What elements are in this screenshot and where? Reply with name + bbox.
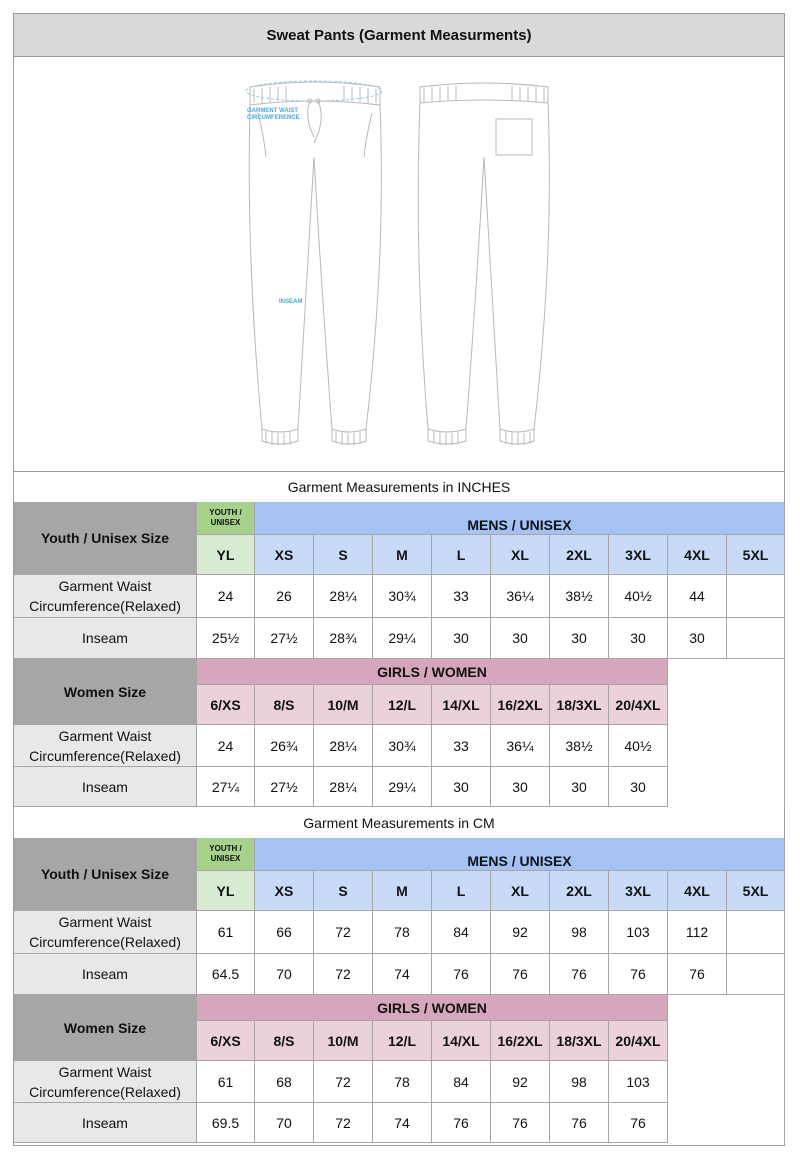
size-3xl: 3XL xyxy=(609,871,668,911)
measurement-cell: 27½ xyxy=(255,618,314,659)
size-4xl: 4XL xyxy=(668,535,727,575)
size-3xl: 3XL xyxy=(609,535,668,575)
women-measurement-cell: 28¼ xyxy=(314,725,373,767)
women-measurement-cell: 76 xyxy=(550,1103,609,1143)
waist-row-label: Garment Waist Circumference(Relaxed) xyxy=(14,575,197,618)
women-measurement-cell: 76 xyxy=(491,1103,550,1143)
women-size-16-2xl: 16/2XL xyxy=(491,685,550,725)
women-size-8-s: 8/S xyxy=(255,1021,314,1061)
women-measurement-cell: 30¾ xyxy=(373,725,432,767)
measurement-cell xyxy=(727,911,785,954)
size-m: M xyxy=(373,871,432,911)
measurement-cell: 44 xyxy=(668,575,727,618)
women-measurement-cell: 36¼ xyxy=(491,725,550,767)
women-measurement-cell: 103 xyxy=(609,1061,668,1103)
size-l: L xyxy=(432,871,491,911)
women-measurement-cell: 61 xyxy=(197,1061,255,1103)
measurement-cell: 74 xyxy=(373,954,432,995)
size-4xl: 4XL xyxy=(668,871,727,911)
measurement-cell: 61 xyxy=(197,911,255,954)
women-size-16-2xl: 16/2XL xyxy=(491,1021,550,1061)
measurement-cell: 26 xyxy=(255,575,314,618)
pants-illustration xyxy=(14,57,784,472)
women-size-20-4xl: 20/4XL xyxy=(609,1021,668,1061)
empty-area xyxy=(668,659,785,807)
women-size-label: Women Size xyxy=(14,659,197,725)
measurement-cell: 76 xyxy=(491,954,550,995)
measurement-cell: 98 xyxy=(550,911,609,954)
women-measurement-cell: 70 xyxy=(255,1103,314,1143)
measurement-cell: 38½ xyxy=(550,575,609,618)
measurement-cell: 40½ xyxy=(609,575,668,618)
page-title: Sweat Pants (Garment Measurments) xyxy=(13,13,785,57)
measurement-cell: 33 xyxy=(432,575,491,618)
women-size-12-l: 12/L xyxy=(373,1021,432,1061)
women-waist-row-label: Garment Waist Circumference(Relaxed) xyxy=(14,725,197,767)
women-measurement-cell: 40½ xyxy=(609,725,668,767)
measurement-cell: 76 xyxy=(668,954,727,995)
measurement-cell: 76 xyxy=(550,954,609,995)
women-measurement-cell: 68 xyxy=(255,1061,314,1103)
size-xl: XL xyxy=(491,535,550,575)
women-measurement-cell: 30 xyxy=(550,767,609,807)
measurement-cell xyxy=(727,954,785,995)
mens-header-band xyxy=(255,838,785,852)
women-header: GIRLS / WOMEN xyxy=(197,659,668,685)
size-5xl: 5XL xyxy=(727,871,785,911)
women-measurement-cell: 27½ xyxy=(255,767,314,807)
measurement-cell: 24 xyxy=(197,575,255,618)
inseam-row-label: Inseam xyxy=(14,954,197,995)
waist-label-line1: GARMENT WAIST xyxy=(247,108,298,114)
mens-header: MENS / UNISEX xyxy=(255,516,785,535)
measurement-cell: 76 xyxy=(609,954,668,995)
women-measurement-cell: 30 xyxy=(609,767,668,807)
women-header: GIRLS / WOMEN xyxy=(197,995,668,1021)
youth-header: YOUTH / UNISEX xyxy=(197,838,255,871)
women-measurement-cell: 30 xyxy=(491,767,550,807)
women-size-20-4xl: 20/4XL xyxy=(609,685,668,725)
unisex-size-label: Youth / Unisex Size xyxy=(14,502,197,575)
waist-label-line2: CIRCUMFERENCE xyxy=(247,115,300,121)
women-size-18-3xl: 18/3XL xyxy=(550,685,609,725)
measurement-cell: 72 xyxy=(314,911,373,954)
measurement-cell xyxy=(727,618,785,659)
women-size-10-m: 10/M xyxy=(314,1021,373,1061)
women-measurement-cell: 76 xyxy=(432,1103,491,1143)
mens-header-band xyxy=(255,502,785,516)
women-measurement-cell: 92 xyxy=(491,1061,550,1103)
size-s: S xyxy=(314,871,373,911)
measurement-cell: 84 xyxy=(432,911,491,954)
measurement-cell: 70 xyxy=(255,954,314,995)
inseam-row-label: Inseam xyxy=(14,618,197,659)
measurement-cell: 103 xyxy=(609,911,668,954)
women-measurement-cell: 84 xyxy=(432,1061,491,1103)
mens-header: MENS / UNISEX xyxy=(255,852,785,871)
size-xl: XL xyxy=(491,871,550,911)
women-inseam-row-label: Inseam xyxy=(14,1103,197,1143)
size-s: S xyxy=(314,535,373,575)
measurement-cell: 78 xyxy=(373,911,432,954)
women-measurement-cell: 38½ xyxy=(550,725,609,767)
unisex-size-label: Youth / Unisex Size xyxy=(14,838,197,911)
women-measurement-cell: 72 xyxy=(314,1061,373,1103)
women-measurement-cell: 33 xyxy=(432,725,491,767)
back-pants-drawing xyxy=(418,83,549,445)
empty-area xyxy=(668,995,785,1143)
women-waist-row-label: Garment Waist Circumference(Relaxed) xyxy=(14,1061,197,1103)
women-measurement-cell: 29¼ xyxy=(373,767,432,807)
size-yl: YL xyxy=(197,535,255,575)
women-measurement-cell: 30 xyxy=(432,767,491,807)
women-measurement-cell: 28¼ xyxy=(314,767,373,807)
women-size-label: Women Size xyxy=(14,995,197,1061)
youth-header: YOUTH / UNISEX xyxy=(197,502,255,535)
women-measurement-cell: 26¾ xyxy=(255,725,314,767)
women-size-10-m: 10/M xyxy=(314,685,373,725)
measurement-cell: 64.5 xyxy=(197,954,255,995)
inches-section-title: Garment Measurements in INCHES xyxy=(14,472,784,503)
women-measurement-cell: 98 xyxy=(550,1061,609,1103)
measurement-cell: 72 xyxy=(314,954,373,995)
measurement-cell xyxy=(727,575,785,618)
measurement-cell: 76 xyxy=(432,954,491,995)
inseam-label: INSEAM xyxy=(279,299,303,305)
measurement-cell: 30 xyxy=(609,618,668,659)
women-size-14-xl: 14/XL xyxy=(432,1021,491,1061)
size-xs: XS xyxy=(255,871,314,911)
waist-row-label: Garment Waist Circumference(Relaxed) xyxy=(14,911,197,954)
women-size-6-xs: 6/XS xyxy=(197,1021,255,1061)
size-xs: XS xyxy=(255,535,314,575)
measurement-cell: 30 xyxy=(550,618,609,659)
women-measurement-cell: 27¼ xyxy=(197,767,255,807)
size-yl: YL xyxy=(197,871,255,911)
measurement-cell: 28¼ xyxy=(314,575,373,618)
women-measurement-cell: 76 xyxy=(609,1103,668,1143)
size-2xl: 2XL xyxy=(550,871,609,911)
women-measurement-cell: 24 xyxy=(197,725,255,767)
measurement-cell: 28¾ xyxy=(314,618,373,659)
size-5xl: 5XL xyxy=(727,535,785,575)
size-m: M xyxy=(373,535,432,575)
women-size-8-s: 8/S xyxy=(255,685,314,725)
measurement-cell: 30¾ xyxy=(373,575,432,618)
measurement-cell: 112 xyxy=(668,911,727,954)
measurement-cell: 92 xyxy=(491,911,550,954)
women-size-18-3xl: 18/3XL xyxy=(550,1021,609,1061)
women-size-6-xs: 6/XS xyxy=(197,685,255,725)
size-2xl: 2XL xyxy=(550,535,609,575)
measurement-cell: 30 xyxy=(668,618,727,659)
women-size-14-xl: 14/XL xyxy=(432,685,491,725)
measurement-cell: 66 xyxy=(255,911,314,954)
cm-section-title: Garment Measurements in CM xyxy=(14,808,784,839)
front-pants-drawing xyxy=(246,81,382,445)
measurement-cell: 25½ xyxy=(197,618,255,659)
measurement-cell: 29¼ xyxy=(373,618,432,659)
measurement-cell: 36¼ xyxy=(491,575,550,618)
women-measurement-cell: 69.5 xyxy=(197,1103,255,1143)
size-l: L xyxy=(432,535,491,575)
measurement-cell: 30 xyxy=(432,618,491,659)
women-measurement-cell: 78 xyxy=(373,1061,432,1103)
women-measurement-cell: 72 xyxy=(314,1103,373,1143)
women-size-12-l: 12/L xyxy=(373,685,432,725)
measurement-cell: 30 xyxy=(491,618,550,659)
women-inseam-row-label: Inseam xyxy=(14,767,197,807)
women-measurement-cell: 74 xyxy=(373,1103,432,1143)
